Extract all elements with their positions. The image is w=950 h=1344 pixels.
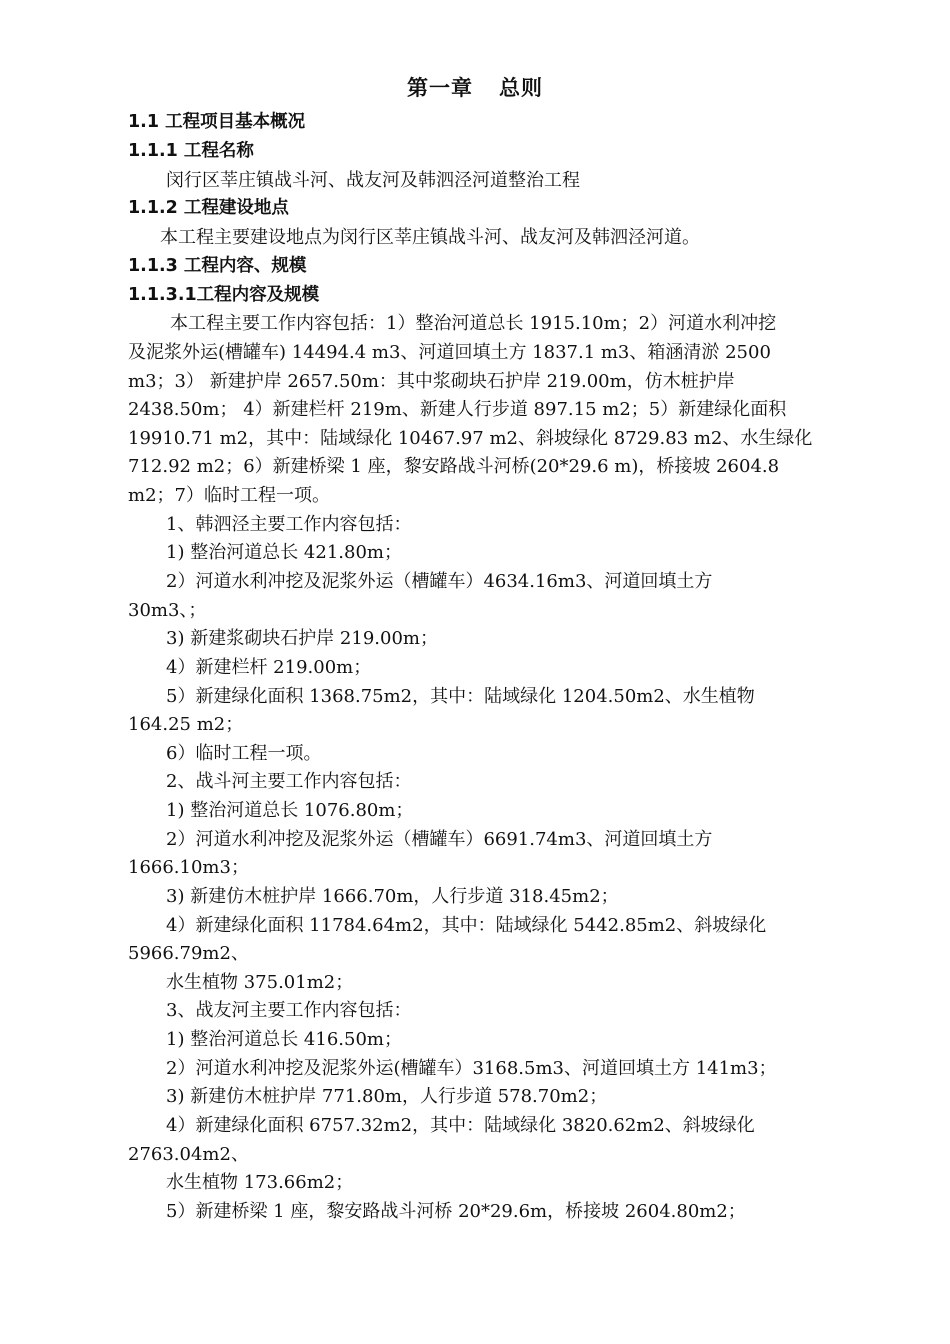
list-item-continued: 2763.04m2、 xyxy=(128,1144,249,1165)
summary-paragraph-line: m3；3） 新建护岸 2657.50m：其中浆砌块石护岸 219.00m，仿木桩护岸 xyxy=(128,371,735,392)
summary-paragraph-line: 19910.71 m2，其中：陆域绿化 10467.97 m2、斜坡绿化 8729.83 m2、水生绿化 xyxy=(128,428,813,449)
summary-paragraph-line: 2438.50m； 4）新建栏杆 219m、新建人行步道 897.15 m2；5）新建绿化面积 xyxy=(128,399,787,420)
chapter-title xyxy=(0,74,950,103)
list-item: 4）新建绿化面积 6757.32m2，其中：陆域绿化 3820.62m2、斜坡绿化 xyxy=(166,1115,755,1136)
list-item: 2）河道水利冲挖及泥浆外运（槽罐车）4634.16m3、河道回填土方 xyxy=(166,571,713,592)
list-heading-zhandouhe: 2、战斗河主要工作内容包括： xyxy=(166,771,412,792)
list-item: 3) 新建仿木桩护岸 771.80m，人行步道 578.70m2； xyxy=(166,1086,608,1107)
list-item-continued: 30m3、； xyxy=(128,600,207,621)
list-item: 2）河道水利冲挖及泥浆外运（槽罐车）6691.74m3、河道回填土方 xyxy=(166,829,713,850)
section-heading-1-1-3-1: 1.1.3.1工程内容及规模 xyxy=(128,285,320,305)
section-heading-1-1-3: 1.1.3 工程内容、规模 xyxy=(128,256,307,276)
section-heading-1-1-2: 1.1.2 工程建设地点 xyxy=(128,198,289,218)
list-item: 4）新建绿化面积 11784.64m2，其中：陆域绿化 5442.85m2、斜坡绿化 xyxy=(166,915,767,936)
project-location: 本工程主要建设地点为闵行区莘庄镇战斗河、战友河及韩泗泾河道。 xyxy=(160,227,700,248)
summary-paragraph-line: 712.92 m2；6）新建桥梁 1 座，黎安路战斗河桥(20*29.6 m)，桥接坡 2604.8 xyxy=(128,456,780,477)
list-heading-hansijing: 1、韩泗泾主要工作内容包括： xyxy=(166,514,412,535)
list-item-continued: 164.25 m2； xyxy=(128,714,244,735)
list-heading-zhanyouhe: 3、战友河主要工作内容包括： xyxy=(166,1000,412,1021)
list-item: 2）河道水利冲挖及泥浆外运(槽罐车）3168.5m3、河道回填土方 141m3； xyxy=(166,1058,777,1079)
list-item: 5）新建绿化面积 1368.75m2，其中：陆域绿化 1204.50m2、水生植物 xyxy=(166,686,755,707)
summary-paragraph-line: m2；7）临时工程一项。 xyxy=(128,485,330,506)
section-heading-1-1: 1.1 工程项目基本概况 xyxy=(128,112,306,132)
list-item-continued: 5966.79m2、 xyxy=(128,943,249,964)
list-item: 5）新建桥梁 1 座，黎安路战斗河桥 20*29.6m，桥接坡 2604.80m2； xyxy=(166,1201,746,1222)
list-item-continued: 水生植物 375.01m2； xyxy=(166,972,354,993)
chapter-number: 第一章 xyxy=(407,76,473,100)
list-item-continued: 水生植物 173.66m2； xyxy=(166,1172,354,1193)
project-name: 闵行区莘庄镇战斗河、战友河及韩泗泾河道整治工程 xyxy=(166,170,580,191)
summary-paragraph-line: 及泥浆外运(槽罐车) 14494.4 m3、河道回填土方 1837.1 m3、箱涵清淤 2500 xyxy=(128,342,771,363)
list-item-continued: 1666.10m3； xyxy=(128,857,249,878)
list-item: 1) 整治河道总长 1076.80m； xyxy=(166,800,414,821)
list-item: 4）新建栏杆 219.00m； xyxy=(166,657,372,678)
list-item: 3) 新建浆砌块石护岸 219.00m； xyxy=(166,628,438,649)
section-heading-1-1-1: 1.1.1 工程名称 xyxy=(128,141,254,161)
list-item: 1) 整治河道总长 421.80m； xyxy=(166,542,402,563)
summary-paragraph-line: 本工程主要工作内容包括：1）整治河道总长 1915.10m；2）河道水利冲挖 xyxy=(170,313,777,334)
chapter-name: 总则 xyxy=(499,76,543,100)
list-item: 3) 新建仿木桩护岸 1666.70m，人行步道 318.45m2； xyxy=(166,886,619,907)
list-item: 6）临时工程一项。 xyxy=(166,743,322,764)
list-item: 1) 整治河道总长 416.50m； xyxy=(166,1029,402,1050)
